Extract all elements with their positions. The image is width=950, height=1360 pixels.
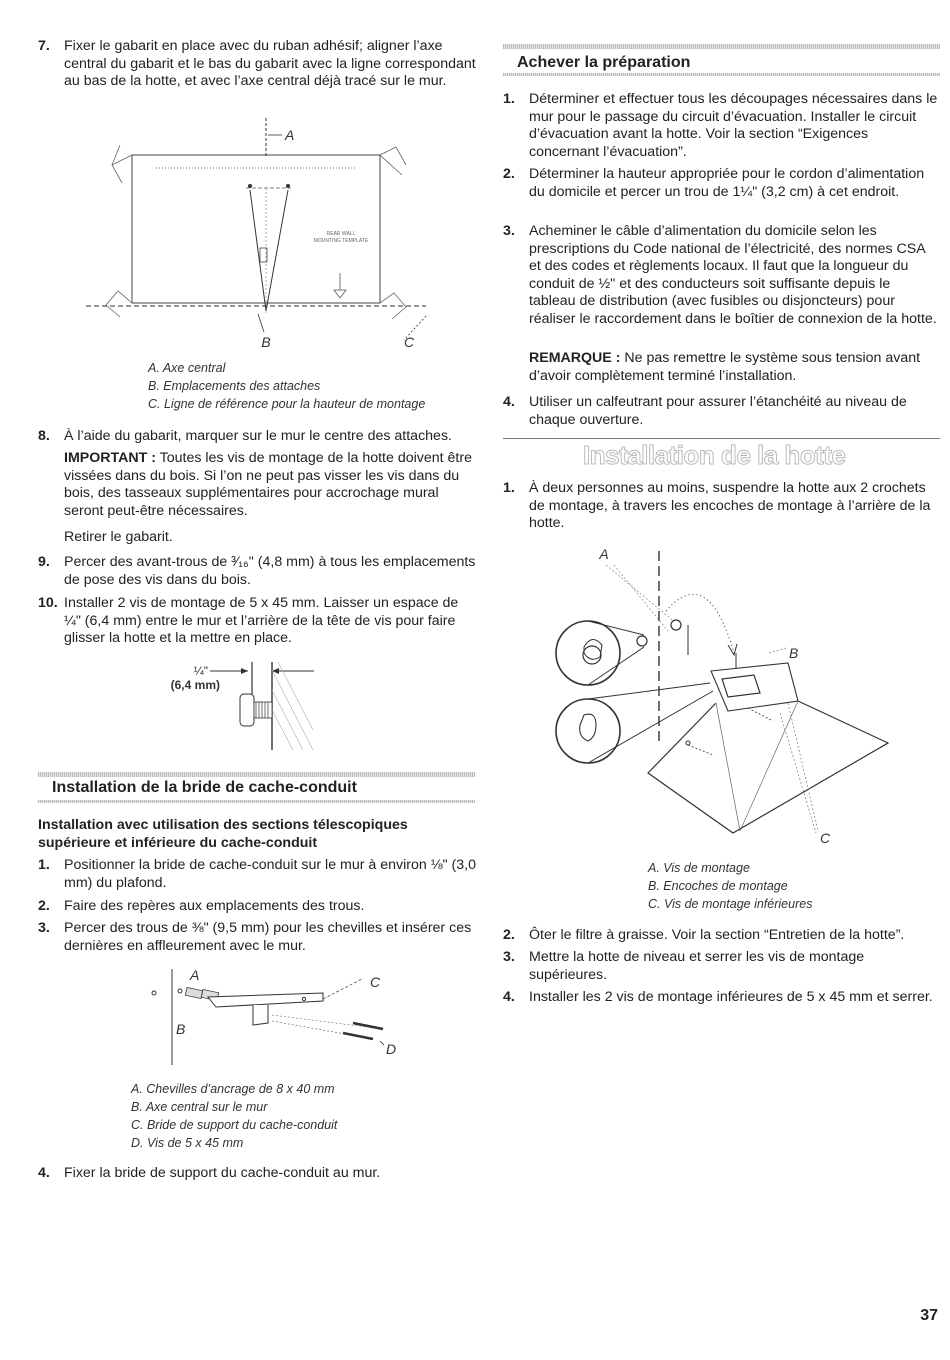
bracket-label-c: C [370,974,381,990]
section-bar [503,73,940,76]
caption-line: B. Axe central sur le mur [131,1100,268,1114]
remove-text: Retirer le gabarit. [64,529,173,545]
step-number: 2. [503,927,515,943]
step-text: Utiliser un calfeutrant pour assurer l’étanchéité au niveau de chaque ouverture. [529,394,907,428]
step-text: À l’aide du gabarit, marquer sur le mur le centre des attaches. [64,428,452,444]
section-bar [38,800,475,803]
template-text-1: REAR WALL [326,231,356,237]
step-number: 4. [38,1165,50,1181]
step-number: 3. [38,920,50,936]
step-text: Installer 2 vis de montage de 5 x 45 mm. Laisser un espace de ¼" (6,4 mm) entre le mur et l’arrière de la tête de vis pour faire glisser la hotte et la mettre en place. [64,595,459,647]
hood-figure-caption [648,859,812,913]
caption-line: C. Ligne de référence pour la hauteur de montage [148,397,426,411]
remarque-label: REMARQUE : [529,350,621,366]
step-number: 9. [38,554,50,570]
bracket-label-b: B [176,1021,186,1037]
caption-line: A. Chevilles d’ancrage de 8 x 40 mm [131,1082,335,1096]
caption-line: C. Vis de montage inférieures [648,897,813,911]
step-number: 1. [503,480,515,496]
step-number: 2. [38,898,50,914]
step-text: À deux personnes au moins, suspendre la hotte aux 2 crochets de montage, à travers les encoches de montage à l’arrière de la hotte. [529,480,931,532]
hood-mounting-figure [548,543,893,848]
section-bar [38,772,475,777]
important-text: Toutes les vis de montage de la hotte doivent être vissées dans du bois. Si l’on ne peut pas visser les vis dans du bois, des tasseaux supplémentaires pour accrochage mural seront peut-être nécessaires. [64,450,472,519]
hood-label-a: A [599,546,609,562]
step-number: 1. [503,91,515,107]
caption-line: A. Vis de montage [648,861,750,875]
bracket-label-a: A [190,967,200,983]
section-divider [503,438,940,439]
bracket-figure-caption [131,1080,337,1152]
step-number: 8. [38,428,50,444]
section-title-preparation: Achever la préparation [517,54,691,71]
step-number: 4. [503,394,515,410]
section-title-hood-install: Installation de la hotte [583,440,846,470]
hood-label-b: B [789,645,799,661]
step-text: Déterminer et effectuer tous les découpages nécessaires dans le mur pour le passage du circuit d’évacuation. Installer le circuit d’évacuation avant la hotte. Voir la section “Exigences concernant l’évacuation”. [529,91,938,160]
caption-line: D. Vis de 5 x 45 mm [131,1136,244,1150]
step-text: Fixer le gabarit en place avec du ruban adhésif; aligner l’axe central du gabarit et le bas du gabarit avec la ligne correspondant au bas de la hotte, et avec l’axe central déjà tracé sur le mur. [64,38,476,90]
step-number: 2. [503,166,515,182]
bracket-figure [148,965,397,1065]
step-text: Acheminer le câble d’alimentation du domicile selon les prescriptions du Code national de l’électricité, des normes CSA et des codes et règlements locaux. Il faut que la longueur du conduit de ½" et des conducteurs soit suffisante depuis le tableau de distribution (avec fusibles ou disjoncteurs) pour réaliser le raccordement dans le boîtier de connexion de la hotte. [529,223,937,327]
step-text: Positionner la bride de cache-conduit sur le mur à environ ⅛" (3,0 mm) du plafond. [64,857,476,891]
step-text: Déterminer la hauteur appropriée pour le cordon d’alimentation du domicile et percer un trou de 1¼" (3,2 cm) à cet endroit. [529,166,925,200]
step-text: Percer des trous de ⅜" (9,5 mm) pour les chevilles et insérer ces dernières en affleurement avec le mur. [64,920,472,954]
step-text: Ôter le filtre à graisse. Voir la section “Entretien de la hotte”. [529,927,905,943]
hood-label-c: C [820,830,831,846]
gap-label-inches: ¼" [193,664,208,678]
step-number: 4. [503,989,515,1005]
caption-line: B. Encoches de montage [648,879,788,893]
step-text: Mettre la hotte de niveau et serrer les vis de montage supérieures. [529,949,865,983]
step-text: Faire des repères aux emplacements des trous. [64,898,365,914]
step-number: 1. [38,857,50,873]
figure-label-a: A [285,127,295,143]
step-number: 7. [38,38,50,54]
bracket-label-d: D [386,1041,397,1057]
template-figure-caption [148,359,425,413]
step-number: 10. [38,595,58,611]
page-number: 37 [920,1307,938,1324]
screw-gap-figure [168,660,328,755]
step-text: Percer des avant-trous de ³⁄₁₆" (4,8 mm) à tous les emplacements de pose des vis dans du bois. [64,554,476,588]
step-number: 3. [503,223,515,239]
caption-line: C. Bride de support du cache-conduit [131,1118,338,1132]
step-text: Fixer la bride de support du cache-conduit au mur. [64,1165,381,1181]
section-title-bracket: Installation de la bride de cache-conduit [52,779,357,796]
step-text: Installer les 2 vis de montage inférieures de 5 x 45 mm et serrer. [529,989,933,1005]
subsection-title: Installation avec utilisation des sections télescopiques supérieure et inférieure du cache-conduit [38,817,408,851]
figure-label-c: C [404,334,415,350]
mounting-template-figure [86,118,426,350]
gap-label-mm: (6,4 mm) [170,678,220,692]
step-number: 3. [503,949,515,965]
remarque-text: Ne pas remettre le système sous tension avant d’avoir complètement terminé l’installation. [529,350,921,384]
caption-line: B. Emplacements des attaches [148,379,321,393]
template-text-2: MOUNTING TEMPLATE [313,238,369,244]
important-label: IMPORTANT : [64,450,156,466]
section-bar [503,44,940,49]
figure-label-b: B [261,334,271,350]
caption-line: A. Axe central [148,361,226,375]
